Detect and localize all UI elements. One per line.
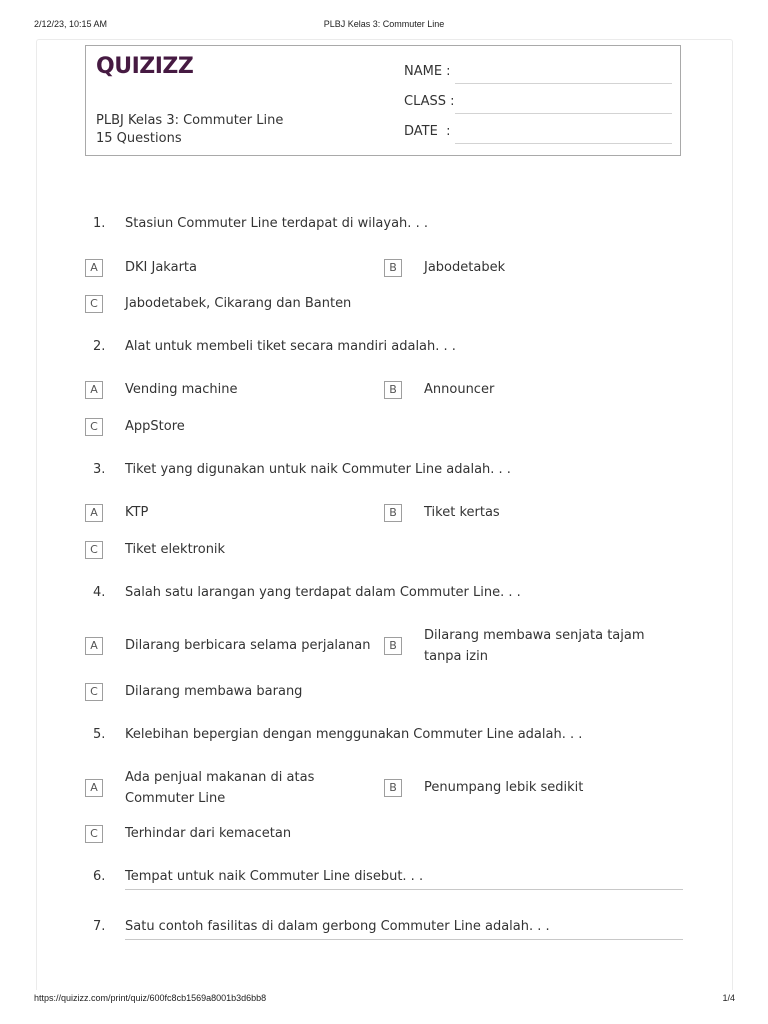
option-text: AppStore [125,419,185,434]
print-header-datetime: 2/12/23, 10:15 AM [34,19,108,29]
option-text: Tiket elektronik [125,542,226,557]
question-text: Stasiun Commuter Line terdapat di wilayah. . . [125,216,428,231]
option-letter-box: A [85,259,103,277]
question-text: Tiket yang digunakan untuk naik Commuter Line adalah. . . [125,462,511,477]
question-text: Tempat untuk naik Commuter Line disebut. . . [125,869,424,884]
question-number: 6. [93,869,106,884]
class-field [404,94,674,114]
worksheet-header [85,45,681,156]
option-text: Jabodetabek, Cikarang dan Banten [125,296,352,311]
option-letter-box: B [384,381,402,399]
question-number: 4. [93,585,106,600]
answer-line [125,939,683,940]
class-write-line [455,113,672,114]
option-text: Terhindar dari kemacetan [125,826,292,841]
option-letter-box: C [85,683,103,701]
option-letter-box: C [85,295,103,313]
option-text: Jabodetabek [424,260,506,275]
question-number: 3. [93,462,106,477]
option-letter-box: A [85,779,103,797]
option-text: Tiket kertas [424,505,500,520]
option-text: Ada penjual makanan di atas Commuter Line [125,770,315,806]
question-text: Kelebihan bepergian dengan menggunakan Commuter Line adalah. . . [125,727,583,742]
option-letter-box: A [85,504,103,522]
name-write-line [455,83,672,84]
option-text: Announcer [424,382,495,397]
class-label: CLASS : [404,94,455,109]
question-text: Salah satu larangan yang terdapat dalam Commuter Line. . . [125,585,521,600]
option-letter-box: B [384,259,402,277]
print-footer-page-number: 1/4 [722,993,735,1003]
question-number: 5. [93,727,106,742]
option-letter-box: A [85,381,103,399]
option-text: Dilarang membawa senjata tajam tanpa izin [424,628,645,664]
option-letter-box: B [384,637,402,655]
option-text: DKI Jakarta [125,260,197,275]
question-number: 1. [93,216,106,231]
print-footer-url: https://quizizz.com/print/quiz/600fc8cb1569a8001b3d6bb8 [34,993,267,1003]
question-text: Satu contoh fasilitas di dalam gerbong Commuter Line adalah. . . [125,919,550,934]
option-letter-box: B [384,504,402,522]
question [93,869,683,891]
option-letter-box: C [85,541,103,559]
question [93,216,683,238]
question [93,462,683,484]
date-field [404,124,674,144]
option-text: Penumpang lebik sedikit [424,780,584,795]
name-field [404,64,674,84]
question-text: Alat untuk membeli tiket secara mandiri adalah. . . [125,339,456,354]
question-number: 2. [93,339,106,354]
question [93,339,683,361]
option-letter-box: B [384,779,402,797]
question [93,727,683,749]
quiz-title: PLBJ Kelas 3: Commuter Line [96,113,284,128]
option-text: Vending machine [125,382,238,397]
option-letter-box: C [85,825,103,843]
option-text: Dilarang membawa barang [125,684,303,699]
question-number: 7. [93,919,106,934]
option-letter-box: A [85,637,103,655]
option-letter-box: C [85,418,103,436]
option-text: KTP [125,505,149,520]
question [93,919,683,941]
question-count: 15 Questions [96,131,182,146]
question [93,585,683,607]
answer-line [125,889,683,890]
print-header-title: PLBJ Kelas 3: Commuter Line [323,19,445,29]
name-label: NAME : [404,64,451,79]
quizizz-logo: QUIZIZZ [96,54,194,79]
option-text: Dilarang berbicara selama perjalanan [125,638,371,653]
date-label: DATE : [404,124,451,139]
date-write-line [455,143,672,144]
